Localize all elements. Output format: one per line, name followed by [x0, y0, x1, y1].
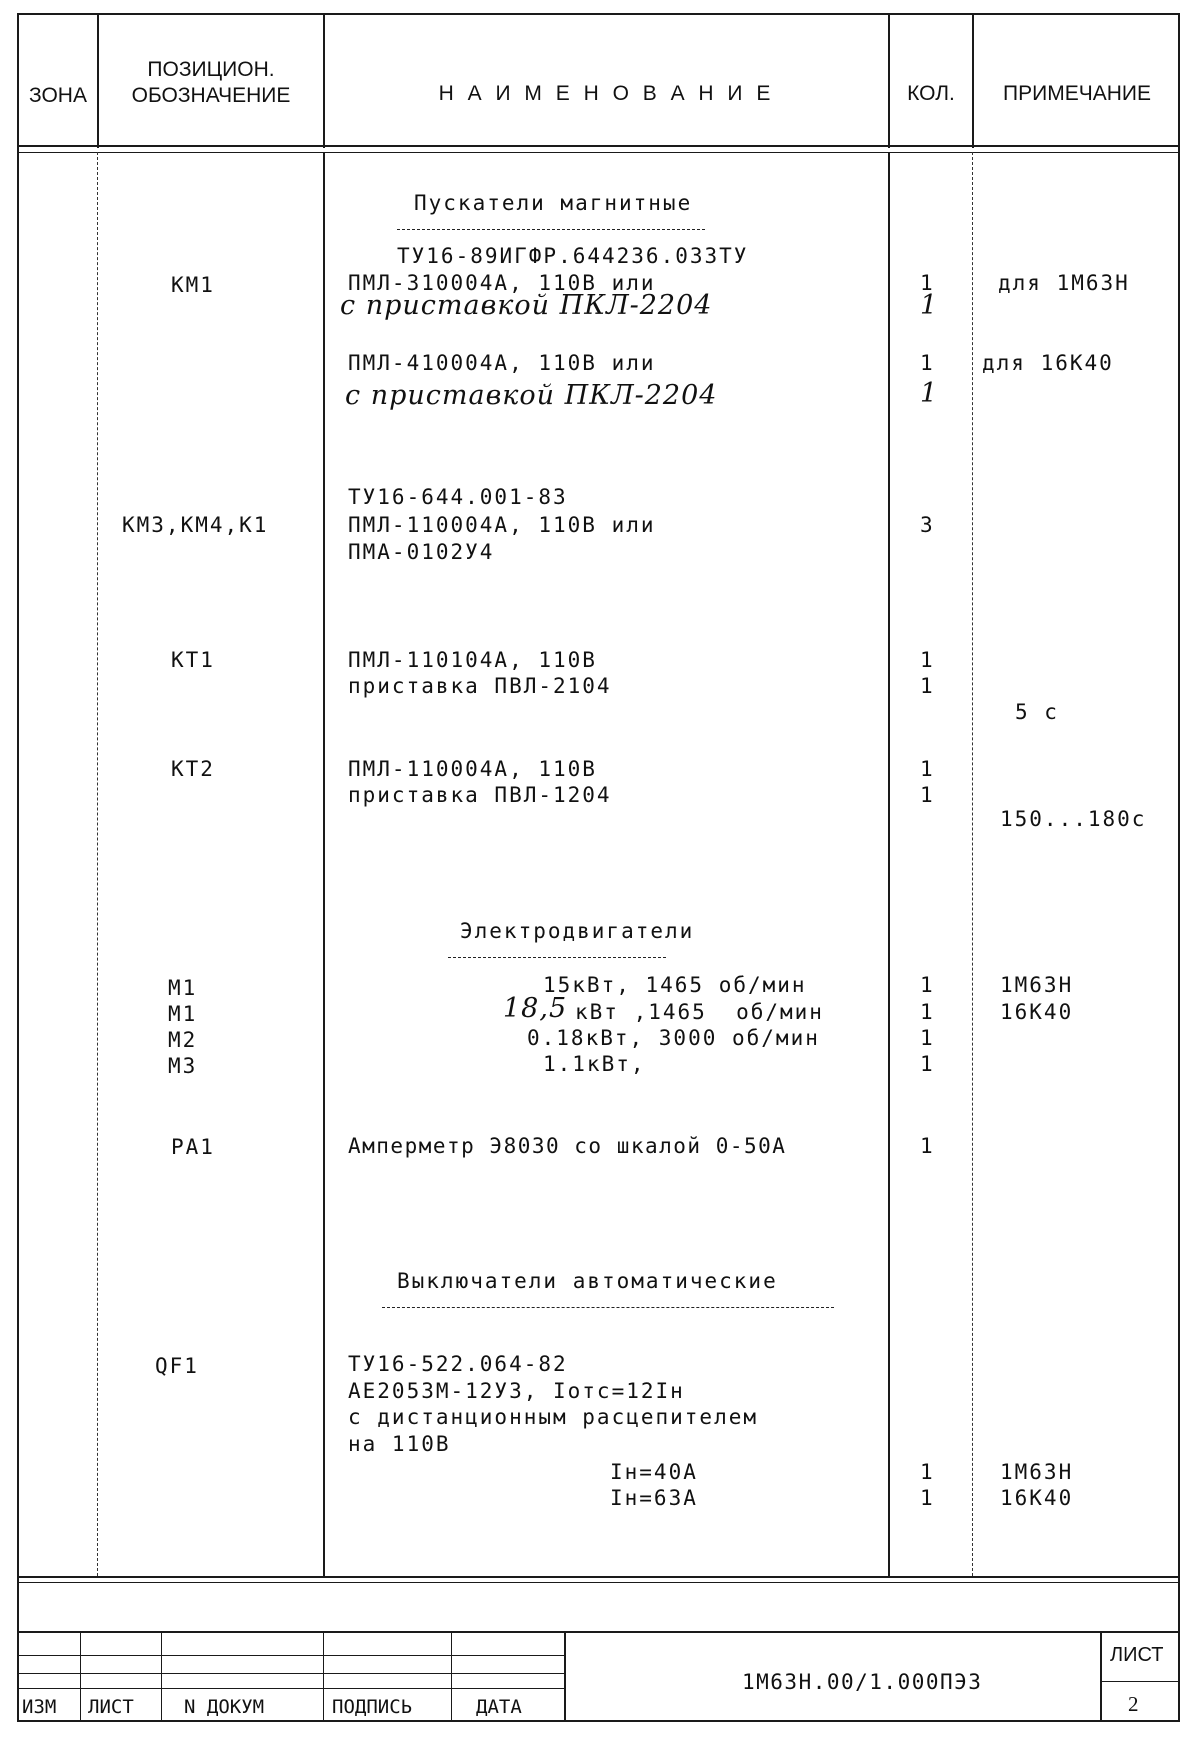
pos-km3: KM3,KM4,K1	[122, 513, 269, 537]
name-qf1-line4: на 110В	[348, 1432, 451, 1456]
handwritten-km1-1: с приставкой ПКЛ-2204	[340, 290, 713, 321]
qty-qf1-in40: 1	[920, 1460, 935, 1484]
titleblock-row-line3	[17, 1688, 564, 1689]
qty-kt1-1: 1	[920, 648, 935, 672]
name-qf1-line2: АЕ2053М-12У3, Iотс=12Iн	[348, 1379, 685, 1403]
qty-km1-1: 1	[920, 271, 935, 295]
note-qf1-in40: 1М63Н	[1000, 1460, 1074, 1484]
qty-pa1: 1	[920, 1134, 935, 1158]
name-km1-line1: ПМЛ-310004А, 110В или	[348, 271, 656, 295]
pos-m3: M3	[168, 1054, 198, 1078]
titleblock-data: ДАТА	[476, 1696, 522, 1718]
name-kt1-line2: приставка ПВЛ-2104	[348, 674, 612, 698]
name-kt2-line2: приставка ПВЛ-1204	[348, 783, 612, 807]
note-m1b: 16К40	[1000, 1000, 1074, 1024]
titleblock-row-line1	[17, 1655, 564, 1656]
header-zone: ЗОНА	[29, 84, 87, 107]
section-underline-breakers	[382, 1307, 834, 1308]
titleblock-sheet-number: 2	[1128, 1692, 1139, 1716]
body-bottom-line	[17, 1576, 1180, 1578]
name-qf1-in40: Iн=40А	[610, 1460, 698, 1484]
qty-m1a: 1	[920, 973, 935, 997]
name-kt2-line1: ПМЛ-110004А, 110В	[348, 757, 597, 781]
titleblock-col-1	[80, 1631, 81, 1722]
handwritten-km1-2: с приставкой ПКЛ-2204	[345, 380, 718, 411]
titleblock-col-3	[323, 1631, 324, 1722]
qty-m1b: 1	[920, 1000, 935, 1024]
handwritten-qty-km1-2: 1	[920, 378, 939, 409]
titleblock-dokum: N ДОКУМ	[184, 1696, 265, 1718]
col-divider-name-body	[888, 152, 890, 1576]
col-divider-zone-body	[97, 152, 98, 1576]
titleblock-row-line2	[17, 1673, 564, 1674]
titleblock-col-4	[451, 1631, 452, 1722]
note-qf1-in63: 16К40	[1000, 1486, 1074, 1510]
pos-pa1: PA1	[171, 1135, 215, 1159]
spec-starters: ТУ16-89ИГФР.644236.033ТУ	[397, 244, 749, 268]
section-title-breakers: Выключатели автоматические	[397, 1269, 778, 1293]
note-m1a: 1М63Н	[1000, 973, 1074, 997]
col-divider-position-body	[323, 152, 325, 1576]
titleblock-izm: ИЗМ	[22, 1696, 57, 1718]
header-divider	[17, 145, 1180, 147]
pos-kt1: KT1	[171, 648, 215, 672]
header-position-line1: ПОЗИЦИОН.	[147, 58, 275, 81]
header-qty: КОЛ.	[907, 82, 955, 105]
pos-qf1: QF1	[155, 1354, 199, 1378]
header-position-line2: ОБОЗНАЧЕНИЕ	[131, 84, 291, 107]
spec-km3: ТУ16-644.001-83	[348, 485, 568, 509]
pos-km1: KM1	[171, 273, 215, 297]
name-m1b: кВт ,1465 об/мин	[575, 1000, 824, 1024]
handwritten-m1b: 18,5	[503, 993, 568, 1024]
titleblock-sheet-divider	[1100, 1681, 1180, 1682]
name-pa1: Амперметр Э8030 со шкалой 0-50А	[348, 1134, 787, 1158]
name-km3-line1: ПМЛ-110004А, 110В или	[348, 513, 656, 537]
section-underline-motors	[448, 957, 666, 958]
header-note: ПРИМЕЧАНИЕ	[1003, 82, 1151, 105]
titleblock-top-line	[17, 1631, 1180, 1633]
name-km1-line2: ПМЛ-410004А, 110В или	[348, 351, 656, 375]
qty-kt2-2: 1	[920, 783, 935, 807]
section-title-motors: Электродвигатели	[460, 919, 695, 943]
name-kt1-line1: ПМЛ-110104А, 110В	[348, 648, 597, 672]
qty-m3: 1	[920, 1052, 935, 1076]
name-qf1-line3: с дистанционным расцепителем	[348, 1405, 759, 1429]
pos-m1b: M1	[168, 1002, 198, 1026]
titleblock-doc-code: 1М63Н.00/1.000ПЭ3	[742, 1670, 983, 1694]
titleblock-sheet-label: ЛИСТ	[1110, 1644, 1164, 1666]
titleblock-list: ЛИСТ	[88, 1696, 134, 1718]
note-km1-2: для 16К40	[982, 351, 1114, 375]
header-name: Н А И М Е Н О В А Н И Е	[438, 82, 775, 105]
name-m3: 1.1кВт,	[543, 1052, 646, 1076]
name-qf1-line1: ТУ16-522.064-82	[348, 1352, 568, 1376]
pos-m1a: M1	[168, 976, 198, 1000]
titleblock-col-5	[564, 1631, 566, 1722]
name-m2: 0.18кВт, 3000 об/мин	[527, 1026, 820, 1050]
note-km1-1: для 1М63Н	[998, 271, 1130, 295]
qty-kt1-2: 1	[920, 674, 935, 698]
qty-qf1-in63: 1	[920, 1486, 935, 1510]
name-m1a: 15кВт, 1465 об/мин	[543, 973, 807, 997]
handwritten-qty-km1-1: 1	[920, 290, 939, 321]
qty-km1-2: 1	[920, 351, 935, 375]
col-divider-qty-body	[972, 152, 973, 1576]
note-kt1: 5 с	[1015, 700, 1059, 724]
section-title-starters: Пускатели магнитные	[414, 191, 693, 215]
qty-km3: 3	[920, 513, 935, 537]
section-underline-starters	[397, 229, 705, 230]
pos-m2: M2	[168, 1028, 198, 1052]
name-km3-line2: ПМА-0102У4	[348, 540, 495, 564]
pos-kt2: KT2	[171, 757, 215, 781]
note-kt2: 150...180с	[1000, 807, 1147, 831]
titleblock-col-2	[161, 1631, 162, 1722]
qty-kt2-1: 1	[920, 757, 935, 781]
name-qf1-in63: Iн=63А	[610, 1486, 698, 1510]
titleblock-col-6	[1100, 1631, 1102, 1722]
header-divider-thin	[17, 152, 1180, 153]
qty-m2: 1	[920, 1026, 935, 1050]
body-bottom-line-thin	[17, 1582, 1180, 1583]
titleblock-podpis: ПОДПИСЬ	[332, 1696, 413, 1718]
